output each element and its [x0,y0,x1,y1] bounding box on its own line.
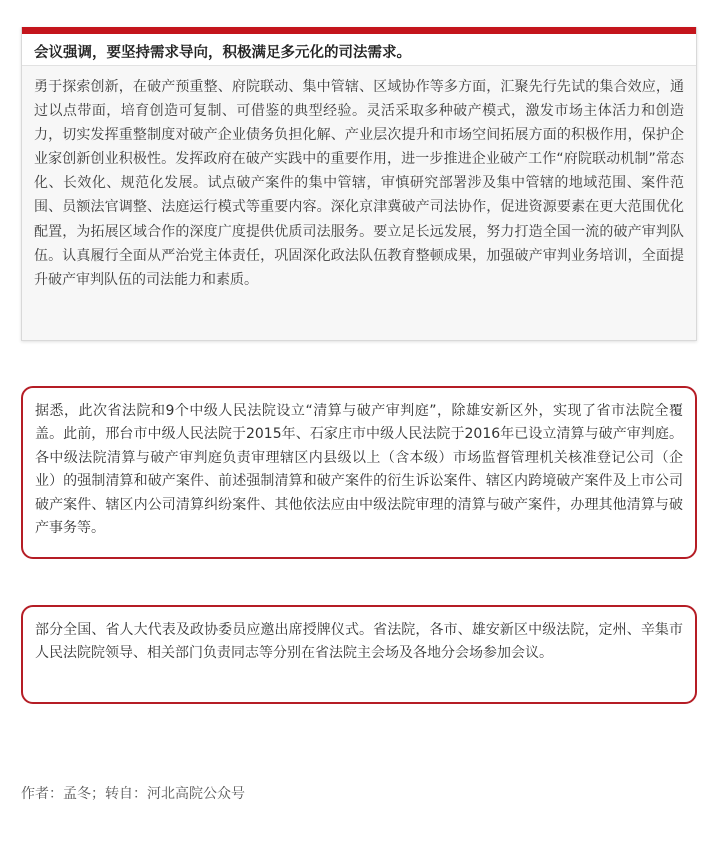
ceremony-box [21,605,697,704]
court-setup-paragraph: 据悉，此次省法院和9个中级人民法院设立“清算与破产审判庭”，除雄安新区外，实现了省市法院全覆盖。此前，邢台市中级人民法院于2015年、石家庄市中级人民法院于2016年已设立清算与破产审判庭。各中级法院清算与破产审判庭负责审理辖区内县级以上（含本级）市场监督管理机关核准登记公司（企业）的强制清算和破产案件、前述强制清算和破产案件的衍生诉讼案件、辖区内跨境破产案件及上市公司破产案件、辖区内公司清算纠纷案件、其他依法应由中级法院审理的清算与破产案件，办理其他清算与破产事务等。 [35,403,683,537]
card-heading: 会议强调，要坚持需求导向，积极满足多元化的司法需求。 [22,34,696,66]
card-paragraph: 勇于探索创新，在破产预重整、府院联动、集中管辖、区域协作等多方面，汇聚先行先试的集合效应，通过以点带面，培育创造可复制、可借鉴的典型经验。灵活采取多种破产模式，激发市场主体活力和创造力，切实发挥重整制度对破产企业债务负担化解、产业层次提升和市场空间拓展方面的积极作用，保护企业家创新创业积极性。发挥政府在破产实践中的重要作用，进一步推进企业破产工作“府院联动机制”常态化、长效化、规范化发展。试点破产案件的集中管辖，审慎研究部署涉及集中管辖的地域范围、案件范围、员额法官调整、法庭运行模式等重要内容。深化京津冀破产司法协作，促进资源要素在更大范围优化配置，为拓展区域合作的深度广度提供优质司法服务。要立足长远发展，努力打造全国一流的破产审判队伍。认真履行全面从严治党主体责任，巩固深化政法队伍教育整顿成果，加强破产审判业务培训，全面提升破产审判队伍的司法能力和素质。 [34,79,684,288]
author-credit: 作者：孟冬；转自：河北高院公众号 [21,786,245,802]
card-accent-bar [22,27,696,34]
emphasis-card [21,27,697,341]
ceremony-paragraph: 部分全国、省人大代表及政协委员应邀出席授牌仪式。省法院，各市、雄安新区中级法院，定州、辛集市人民法院院领导、相关部门负责同志等分别在省法院主会场及各地分会场参加会议。 [35,622,683,662]
court-setup-box [21,386,697,559]
